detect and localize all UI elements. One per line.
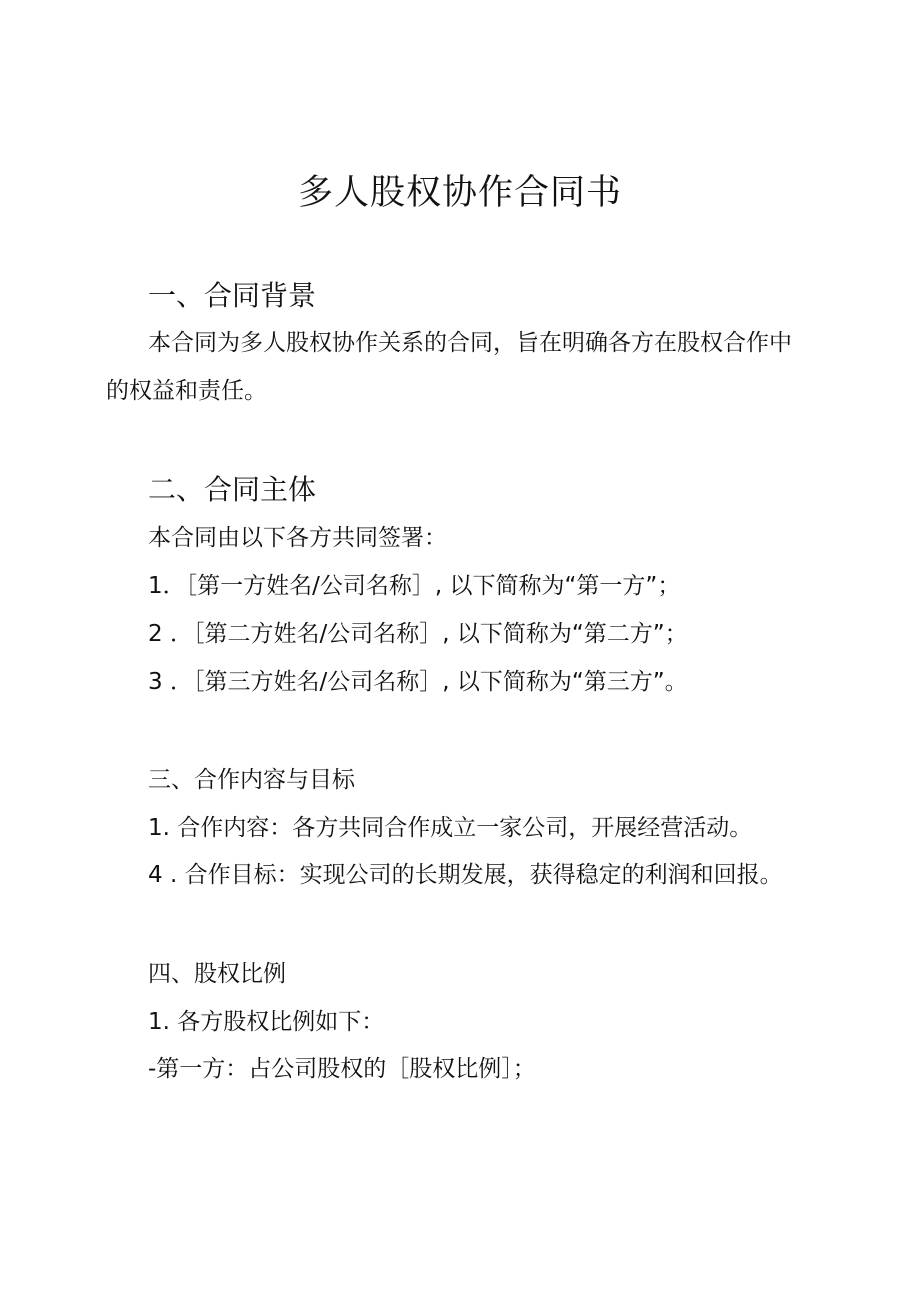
cooperation-item-2: 4 . 合作目标：实现公司的长期发展，获得稳定的利润和回报。 [148,862,783,888]
party-item-2: 2 ．［第二方姓名/公司名称］, 以下简称为“第二方”； [148,621,688,647]
section-heading-parties: 二、合同主体 [148,473,317,506]
equity-item-1: 1. 各方股权比例如下： [148,1009,385,1035]
section-heading-cooperation: 三、合作内容与目标 [148,767,355,793]
background-paragraph-line-2: 的权益和责任。 [106,378,267,404]
party-item-1: 1．［第一方姓名/公司名称］, 以下简称为“第一方”； [148,573,681,599]
party-item-3: 3 ．［第三方姓名/公司名称］, 以下简称为“第三方”。 [148,669,688,695]
background-paragraph-line-1: 本合同为多人股权协作关系的合同，旨在明确各方在股权合作中 [148,330,792,356]
document-title: 多人股权协作合同书 [297,173,622,213]
parties-intro: 本合同由以下各方共同签署： [148,525,447,551]
section-heading-equity: 四、股权比例 [148,961,286,987]
equity-item-2: -第一方：占公司股权的［股权比例］； [148,1056,536,1082]
section-heading-background: 一、合同背景 [148,279,317,312]
cooperation-item-1: 1. 合作内容：各方共同合作成立一家公司，开展经营活动。 [148,815,753,841]
